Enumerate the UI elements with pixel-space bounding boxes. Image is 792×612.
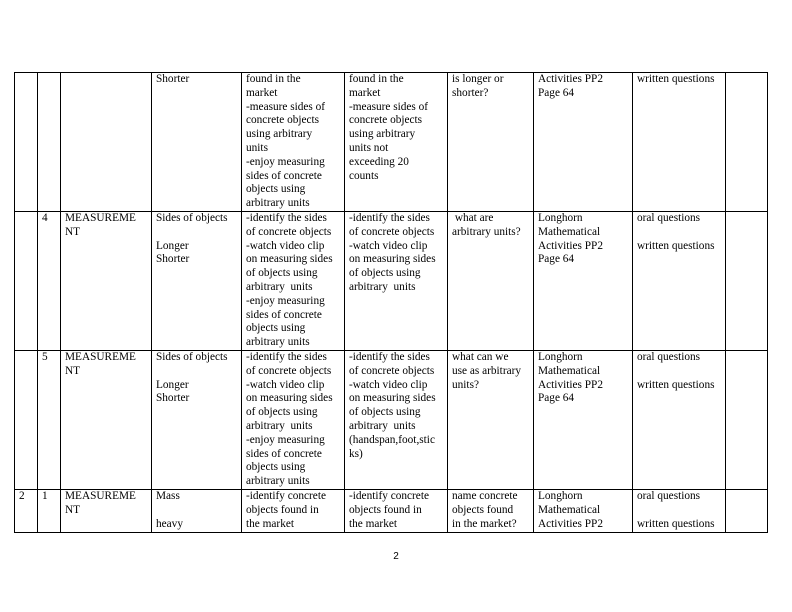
remarks-cell (726, 211, 768, 350)
learning-outcomes-line: objects using (246, 322, 306, 335)
lesson-cell (38, 489, 61, 532)
inquiry-question-line: arbitrary units? (452, 225, 521, 238)
learning-outcomes-line: of concrete objects (246, 364, 332, 377)
sub-strand-line: Sides of objects (156, 211, 228, 224)
learning-outcomes-line: objects using (246, 461, 306, 474)
week-cell (15, 350, 38, 489)
week-cell (15, 489, 38, 532)
learning-resources-line: Longhorn (538, 350, 583, 363)
learning-outcomes-line: on measuring sides (246, 392, 333, 405)
sub-strand-line (156, 365, 237, 379)
inquiry-question-cell (448, 73, 534, 212)
sub-strand-line: Longer (156, 239, 189, 252)
table-row (15, 350, 768, 489)
learning-experiences-line: market (349, 86, 381, 99)
learning-outcomes-line: arbitrary units (246, 280, 313, 293)
learning-outcomes-line: concrete objects (246, 114, 320, 127)
learning-experiences-line: -identify the sides (349, 211, 430, 224)
table-row (15, 73, 768, 212)
remarks-text (730, 212, 763, 226)
sub-strand-cell (152, 489, 242, 532)
learning-outcomes-line: arbitrary units (246, 475, 310, 488)
assessment-line (637, 504, 721, 518)
sub-strand-line: Shorter (156, 392, 190, 405)
assessment-line (637, 365, 721, 379)
learning-outcomes-line: objects using (246, 183, 306, 196)
week-cell (15, 73, 38, 212)
table-row (15, 211, 768, 350)
lesson-text: 5 (42, 350, 48, 363)
assessment-line: written questions (637, 239, 715, 252)
sub-strand-cell (152, 211, 242, 350)
learning-outcomes-line: -enjoy measuring (246, 294, 325, 307)
learning-experiences-line: on measuring sides (349, 392, 436, 405)
learning-outcomes-line: objects found in (246, 503, 319, 516)
learning-outcomes-line: of objects using (246, 406, 318, 419)
learning-outcomes-line: -enjoy measuring (246, 155, 325, 168)
learning-outcomes-line: market (246, 86, 278, 99)
learning-resources-cell (534, 489, 633, 532)
remarks-cell (726, 489, 768, 532)
inquiry-question-line: name concrete (452, 489, 518, 502)
inquiry-question-line: objects found (452, 503, 514, 516)
learning-outcomes-line: units (246, 141, 268, 154)
sub-strand-cell (152, 350, 242, 489)
sub-strand-line: Shorter (156, 73, 190, 85)
learning-resources-line: Page 64 (538, 86, 575, 99)
remarks-text (730, 73, 763, 87)
assessment-cell (633, 73, 726, 212)
inquiry-question-line: is longer or (452, 73, 504, 85)
learning-outcomes-line: using arbitrary (246, 128, 313, 141)
inquiry-question-line: what are (452, 211, 494, 224)
assessment-line: oral questions (637, 489, 701, 502)
inquiry-question-line: what can we (452, 350, 509, 363)
inquiry-question-line: in the market? (452, 517, 517, 530)
sub-strand-line: heavy (156, 517, 183, 530)
learning-resources-line: Activities PP2 (538, 239, 603, 252)
assessment-line: written questions (637, 517, 715, 530)
learning-outcomes-line: of objects using (246, 267, 318, 280)
learning-experiences-line: -watch video clip (349, 378, 428, 391)
learning-resources-line: Page 64 (538, 392, 575, 405)
lesson-cell (38, 73, 61, 212)
sub-strand-line (156, 504, 237, 518)
strand-line: NT (65, 364, 81, 377)
strand-line: NT (65, 503, 81, 516)
assessment-line: oral questions (637, 211, 701, 224)
learning-resources-line: Page 64 (538, 253, 575, 266)
week-text (19, 212, 33, 226)
learning-resources-cell (534, 211, 633, 350)
inquiry-question-cell (448, 211, 534, 350)
learning-outcomes-cell (242, 211, 345, 350)
strand-text (65, 73, 147, 87)
strand-line: MEASUREME (65, 350, 136, 363)
strand-line: NT (65, 225, 81, 238)
lesson-cell (38, 211, 61, 350)
remarks-text (730, 351, 763, 365)
learning-experiences-line: the market (349, 517, 397, 530)
learning-experiences-line: of objects using (349, 406, 421, 419)
remarks-text (730, 490, 763, 504)
learning-outcomes-line: sides of concrete (246, 169, 322, 182)
learning-outcomes-line: on measuring sides (246, 253, 333, 266)
sub-strand-line: Shorter (156, 253, 190, 266)
learning-experiences-line: -measure sides of (349, 100, 429, 113)
learning-experiences-line: found in the (349, 73, 404, 85)
learning-outcomes-line: -watch video clip (246, 239, 325, 252)
learning-experiences-line: -identify concrete (349, 489, 429, 502)
learning-outcomes-line: -identify the sides (246, 350, 327, 363)
remarks-cell (726, 73, 768, 212)
sub-strand-line (156, 226, 237, 240)
learning-experiences-line: of concrete objects (349, 364, 435, 377)
page-number: 2 (393, 551, 399, 562)
learning-outcomes-line: the market (246, 517, 294, 530)
sub-strand-cell (152, 73, 242, 212)
inquiry-question-line: shorter? (452, 86, 489, 99)
strand-cell (61, 73, 152, 212)
week-cell (15, 211, 38, 350)
learning-experiences-cell (345, 350, 448, 489)
sub-strand-line: Longer (156, 378, 189, 391)
learning-resources-line: Mathematical (538, 503, 601, 516)
learning-experiences-line: (handspan,foot,stic (349, 433, 435, 446)
inquiry-question-line: units? (452, 378, 479, 391)
learning-experiences-line: -watch video clip (349, 239, 428, 252)
learning-resources-line: Activities PP2 (538, 378, 603, 391)
learning-resources-cell (534, 350, 633, 489)
strand-cell (61, 350, 152, 489)
lesson-cell (38, 350, 61, 489)
learning-outcomes-cell (242, 350, 345, 489)
learning-experiences-line: exceeding 20 (349, 155, 409, 168)
sub-strand-line: Mass (156, 489, 180, 502)
lesson-text: 1 (42, 489, 48, 502)
learning-outcomes-cell (242, 73, 345, 212)
remarks-cell (726, 350, 768, 489)
learning-resources-line: Mathematical (538, 364, 601, 377)
learning-experiences-line: of objects using (349, 267, 421, 280)
learning-resources-line: Activities PP2 (538, 517, 603, 530)
learning-resources-line: Longhorn (538, 211, 583, 224)
sub-strand-line: Sides of objects (156, 350, 228, 363)
assessment-line: written questions (637, 73, 715, 85)
learning-experiences-line: of concrete objects (349, 225, 435, 238)
learning-outcomes-line: sides of concrete (246, 447, 322, 460)
assessment-line: oral questions (637, 350, 701, 363)
table-row (15, 489, 768, 532)
strand-line: MEASUREME (65, 489, 136, 502)
learning-experiences-line: using arbitrary (349, 128, 416, 141)
learning-experiences-line: arbitrary units (349, 280, 416, 293)
week-text (19, 73, 33, 87)
learning-experiences-line: arbitrary units (349, 419, 416, 432)
learning-outcomes-line: -identify concrete (246, 489, 326, 502)
inquiry-question-line: use as arbitrary (452, 364, 522, 377)
learning-experiences-cell (345, 73, 448, 212)
learning-experiences-line: concrete objects (349, 114, 423, 127)
learning-experiences-cell (345, 489, 448, 532)
week-text (19, 351, 33, 365)
assessment-cell (633, 211, 726, 350)
learning-outcomes-line: -enjoy measuring (246, 433, 325, 446)
learning-resources-line: Activities PP2 (538, 73, 603, 85)
learning-resources-cell (534, 73, 633, 212)
scheme-of-work-table (14, 72, 768, 533)
learning-experiences-cell (345, 211, 448, 350)
assessment-line (637, 226, 721, 240)
inquiry-question-cell (448, 489, 534, 532)
inquiry-question-cell (448, 350, 534, 489)
learning-outcomes-line: -measure sides of (246, 100, 326, 113)
assessment-cell (633, 489, 726, 532)
learning-resources-line: Mathematical (538, 225, 601, 238)
learning-outcomes-line: of concrete objects (246, 225, 332, 238)
learning-resources-line: Longhorn (538, 489, 583, 502)
learning-experiences-line: units not (349, 141, 389, 154)
learning-experiences-line: ks) (349, 447, 363, 460)
assessment-cell (633, 350, 726, 489)
learning-outcomes-line: arbitrary units (246, 336, 310, 349)
learning-outcomes-cell (242, 489, 345, 532)
strand-cell (61, 489, 152, 532)
learning-outcomes-line: arbitrary units (246, 197, 310, 210)
learning-experiences-line: counts (349, 169, 379, 182)
week-text: 2 (19, 489, 25, 502)
learning-outcomes-line: -identify the sides (246, 211, 327, 224)
lesson-text (42, 73, 56, 87)
assessment-line: written questions (637, 378, 715, 391)
strand-cell (61, 211, 152, 350)
learning-experiences-line: on measuring sides (349, 253, 436, 266)
learning-experiences-line: objects found in (349, 503, 422, 516)
learning-outcomes-line: -watch video clip (246, 378, 325, 391)
learning-outcomes-line: arbitrary units (246, 419, 313, 432)
learning-outcomes-line: sides of concrete (246, 308, 322, 321)
lesson-text: 4 (42, 211, 48, 224)
strand-line: MEASUREME (65, 211, 136, 224)
learning-outcomes-line: found in the (246, 73, 301, 85)
learning-experiences-line: -identify the sides (349, 350, 430, 363)
